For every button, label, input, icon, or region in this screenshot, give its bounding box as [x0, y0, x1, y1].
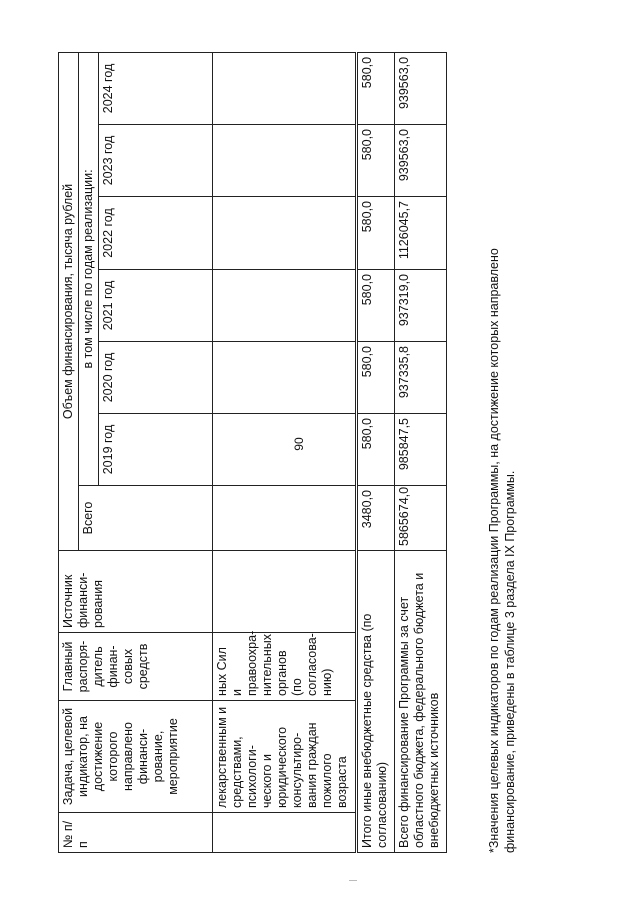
row-value: 985847,5: [395, 414, 447, 486]
table-cell: [213, 813, 357, 853]
task-cell: лекарственным и средствами, психологи-ческого и юридического консультиро-вания граждан пожилого возраста: [213, 701, 357, 813]
header-total: Всего: [79, 486, 213, 551]
header-manager: Главный распоря-дитель финан-совых средств: [59, 633, 213, 701]
table-cell: [213, 52, 357, 124]
row-value: 937319,0: [395, 270, 447, 342]
footnote-line: *Значения целевых индикаторов по годам реализации Программы, на достижение которых направлено: [487, 248, 501, 853]
table-cell: [213, 486, 357, 551]
footnote: [486, 53, 518, 853]
table-cell: [213, 342, 357, 414]
row-total: 5865674,0: [395, 486, 447, 551]
header-years-caption: в том числе по годам реализации:: [79, 52, 99, 485]
row-value: 580,0: [357, 270, 395, 342]
table-row-continuation: [213, 52, 357, 852]
row-total: 3480,0: [357, 486, 395, 551]
header-year: 2019 год: [99, 414, 213, 486]
scan-mark: [349, 880, 357, 881]
header-number: № п/п: [59, 813, 213, 853]
table-row-total-financing: [395, 52, 447, 852]
row-value: 580,0: [357, 52, 395, 124]
row-value: 580,0: [357, 414, 395, 486]
table-header-row: [59, 52, 79, 852]
table-cell: [213, 551, 357, 633]
financing-table: [58, 52, 447, 853]
row-value: 937335,8: [395, 342, 447, 414]
footnote-line: финансирование, приведены в таблице 3 раздела IX Программы.: [503, 470, 517, 853]
table-cell: [213, 197, 357, 270]
header-year: 2020 год: [99, 342, 213, 414]
row-value: 939563,0: [395, 125, 447, 197]
row-value: 580,0: [357, 125, 395, 197]
row-value: 1126045,7: [395, 197, 447, 270]
row-label: Итого иные внебюджетные средства (по согласованию): [357, 551, 395, 853]
table-row-other-funds: [357, 52, 395, 852]
manager-cell: ных Сил и правоохра-нительных органов (по согласова-нию): [213, 633, 357, 701]
table-cell: [213, 270, 357, 342]
header-year: 2022 год: [99, 197, 213, 270]
header-task: Задача, целевой индикатор, на достижение которого направлено финанси-рование, мероприятие: [59, 701, 213, 813]
header-volume: Объем финансирования, тысяча рублей: [59, 52, 79, 550]
header-year: 2023 год: [99, 125, 213, 197]
table-cell: [213, 414, 357, 486]
row-value: 939563,0: [395, 52, 447, 124]
page-number: 90: [292, 437, 306, 451]
table-cell: [213, 125, 357, 197]
header-year: 2024 год: [99, 52, 213, 124]
row-value: 580,0: [357, 197, 395, 270]
header-year: 2021 год: [99, 270, 213, 342]
header-source: Источник финанси-рования: [59, 551, 213, 633]
row-label: Всего финансирование Программы за счет областного бюджета, федерального бюджета и внебюджетных источников: [395, 551, 447, 853]
row-value: 580,0: [357, 342, 395, 414]
rotated-page-content: [58, 53, 582, 853]
